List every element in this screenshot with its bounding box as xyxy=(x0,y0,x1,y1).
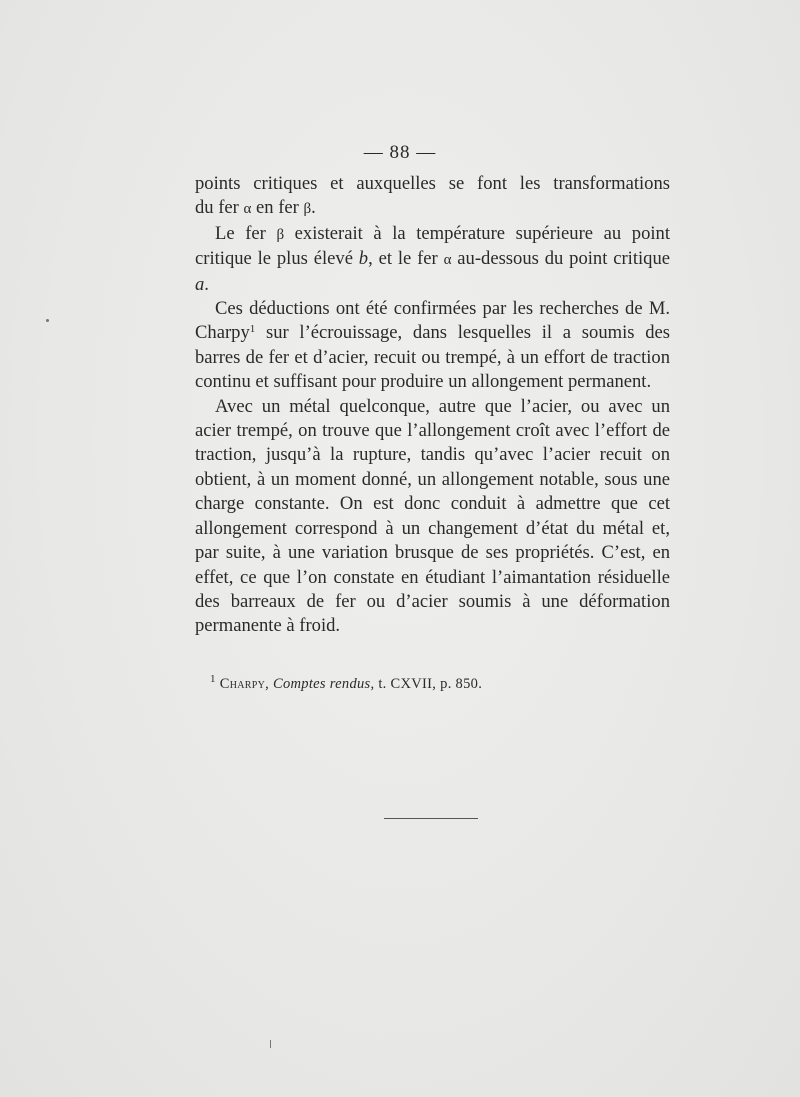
beta-symbol: β xyxy=(276,226,285,243)
beta-symbol: β xyxy=(303,201,312,218)
alpha-symbol: α xyxy=(243,201,252,218)
footnote-reference: 1 xyxy=(249,323,256,336)
paragraph-4: Avec un métal quelconque, autre que l’acier, ou avec un acier trempé, on trouve que l’allongement croît avec l’effort de traction, jusqu’à la rupture, tandis qu’avec l’acier recuit on obtient, à un moment donné, un allongement notable, sous une charge constante. On est donc conduit à admettre que cet allongement correspond à un changement d’état du métal et, par suite, à une variation brusque de ses propriétés. C’est, en effet, ce que l’on constate en étudiant l’aimantation résiduelle des barreaux de fer ou d’acier soumis à une déformation permanente à froid. xyxy=(195,395,670,637)
text-run: Ces déductions ont été confirmées par les recherches de M. Charpy xyxy=(195,298,670,344)
footnote-journal: Comptes rendus xyxy=(272,676,371,692)
paragraph-1-line-2 xyxy=(195,196,670,221)
italic-point-b: b xyxy=(358,248,369,270)
paper-speck xyxy=(270,1040,271,1048)
text-run: Le fer xyxy=(215,222,277,244)
italic-point-a: a xyxy=(195,273,205,295)
footnote-citation: , t. CXVII, p. 850. xyxy=(370,676,483,692)
page-number: — 88 — xyxy=(363,142,437,163)
footnote-author: Charpy xyxy=(219,676,266,692)
text-run: du fer xyxy=(195,197,244,219)
text-run: en fer xyxy=(251,197,304,219)
paragraph-1-line-1 xyxy=(195,172,670,196)
footnote xyxy=(210,673,670,693)
text-run: au-dessous du point critique xyxy=(451,248,670,270)
text-run: existerait à la température supérieure au point critique le plus élevé xyxy=(195,222,671,270)
paragraph-2 xyxy=(195,222,670,297)
paper-speck xyxy=(46,319,49,322)
text-run: , et le fer xyxy=(368,248,444,270)
text-run: sur l’écrouissage, dans lesquelles il a soumis des barres de fer et d’acier, recuit ou trempé, à un effort de traction continu et suffisant pour produire un allongement permanent. xyxy=(195,322,670,393)
end-rule xyxy=(384,818,478,819)
body-text xyxy=(195,172,670,639)
alpha-symbol: α xyxy=(443,252,452,269)
text-run: . xyxy=(204,273,209,295)
text-run: , xyxy=(265,676,273,692)
text-run: . xyxy=(311,197,316,219)
paragraph-3 xyxy=(195,297,670,395)
footnote-marker: 1 xyxy=(210,673,216,685)
text-run: points critiques et auxquelles se font les transformations xyxy=(195,173,670,194)
